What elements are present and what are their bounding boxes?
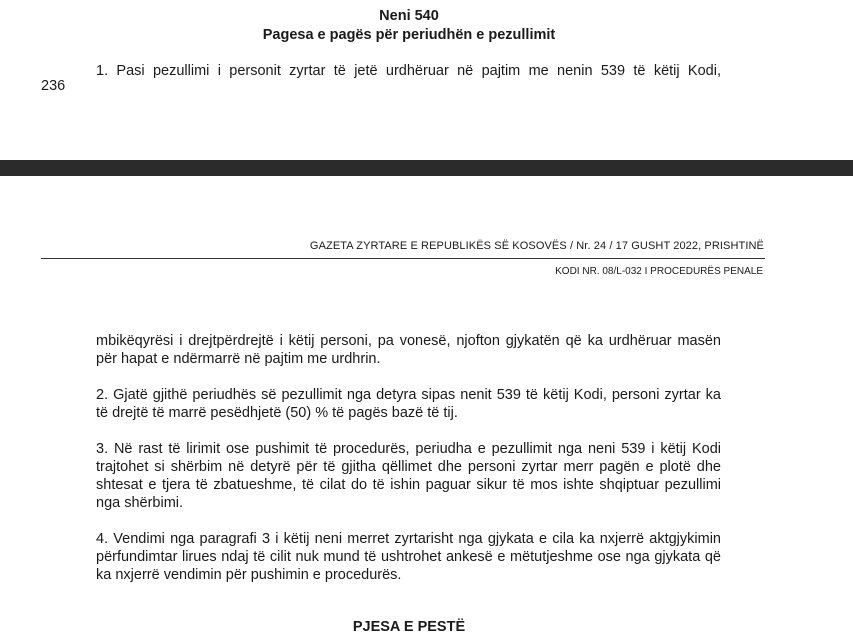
- header-rule: [41, 258, 765, 259]
- article-title: Pagesa e pagës për periudhën e pezullimit: [262, 27, 556, 43]
- next-section-heading: PJESA E PESTË: [352, 619, 466, 635]
- page-number: 236: [41, 78, 66, 94]
- paragraph-continuation: mbikëqyrësi i drejtpërdrejtë i këtij personi, pa vonesë, njofton gjykatën që ka urdhëruar masën për hapat e ndërmarrë në pajtim me urdhrin.: [96, 333, 721, 367]
- paragraph-4: 4. Vendimi nga paragrafi 3 i këtij neni merret zyrtarisht nga gjykata e cila ka nxjerrë aktgjykimin përfundimtar lirues ndaj të cilit nuk mund të ushtrohet ankesë e mëtutjeshme ose nga gjykata që ka nxjerrë vendimin për pushimin e procedurës.: [96, 531, 721, 583]
- previous-page: [0, 0, 853, 160]
- page-gap: [0, 160, 853, 176]
- code-header: KODI NR. 08/L-032 I PROCEDURËS PENALE: [555, 266, 763, 277]
- paragraph-2: 2. Gjatë gjithë periudhës së pezullimit nga detyra sipas nenit 539 të këtij Kodi, personi zyrtar ka të drejtë të marrë pesëdhjetë (50) % të pagës bazë të tij.: [96, 387, 721, 421]
- gazette-header: GAZETA ZYRTARE E REPUBLIKËS SË KOSOVËS / Nr. 24 / 17 GUSHT 2022, PRISHTINË: [309, 240, 764, 252]
- article-paragraph-1-start: 1. Pasi pezullimi i personit zyrtar të jetë urdhëruar në pajtim me nenin 539 të këtij Kodi,: [96, 63, 721, 79]
- article-number: Neni 540: [379, 8, 439, 24]
- paragraph-3: 3. Në rast të lirimit ose pushimit të procedurës, periudha e pezullimit nga neni 539 i këtij Kodi trajtohet si shërbim në detyrë për të gjitha qëllimet dhe personi zyrtar merr pagën e plotë dhe shtesat e tjera të zbatueshme, të cilat do të ishin paguar sikur të mos ishte shqiptuar pezullimi nga shërbimi.: [96, 441, 721, 511]
